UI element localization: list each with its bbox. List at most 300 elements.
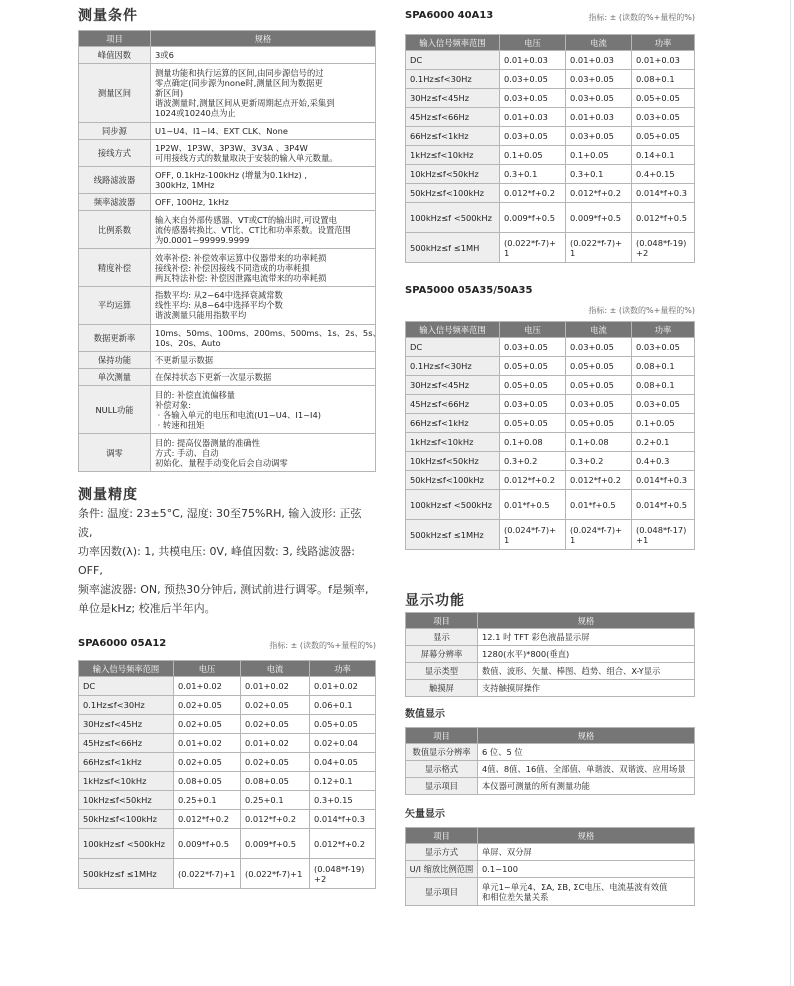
value-cell: 0.05+0.05 xyxy=(500,357,566,376)
table-header-row xyxy=(406,35,695,51)
spec-line: 和相位差矢量关系 xyxy=(482,891,549,902)
accuracy-conditions-text xyxy=(78,504,376,618)
spec-value xyxy=(151,249,376,287)
spec-key: 显示项目 xyxy=(406,778,478,795)
right-column xyxy=(405,10,695,906)
table-row xyxy=(79,249,376,287)
spec-line: 初始化、量程手动变化后会自动调零 xyxy=(155,457,288,468)
spec-line: 目的: 提高仪器测量的准确性 xyxy=(155,437,260,448)
freq-range-cell: 30Hz≤f<45Hz xyxy=(406,376,500,395)
table-row xyxy=(406,165,695,184)
value-cell: 0.4+0.15 xyxy=(632,165,695,184)
table-row xyxy=(79,123,376,140)
accuracy-title: 测量精度 xyxy=(78,487,138,504)
spec-key: 调零 xyxy=(79,434,151,472)
value-cell: 0.012*f+0.2 xyxy=(566,471,632,490)
numeric-title: 数值显示 xyxy=(405,709,445,720)
table-row xyxy=(79,324,376,351)
spec-line: 1P2W、1P3W、3P3W、3V3A 、3P4W xyxy=(155,143,308,154)
header-spec: 规格 xyxy=(151,31,376,47)
spec-line: 谐波测量时,测量区间从更新周期起点开始,采集到 xyxy=(155,98,335,108)
header-current: 电流 xyxy=(241,661,310,677)
accuracy-table-05a35 xyxy=(405,321,695,550)
value-cell: 0.05+0.05 xyxy=(310,715,376,734)
table-row xyxy=(79,47,376,64)
table-row xyxy=(406,146,695,165)
value-cell: 0.25+0.1 xyxy=(241,791,310,810)
value-cell: 0.01*f+0.5 xyxy=(566,490,632,520)
value-cell: 0.3+0.2 xyxy=(566,452,632,471)
table-row xyxy=(79,140,376,167)
accuracy-text-line: 频率滤波器: ON, 预热30分钟后, 测试前进行调零。f是频率, xyxy=(78,583,369,597)
table-row xyxy=(79,167,376,194)
freq-range-cell: 0.1Hz≤f<30Hz xyxy=(406,357,500,376)
freq-range-cell: 1kHz≤f<10kHz xyxy=(406,146,500,165)
table-row xyxy=(406,680,695,697)
value-cell: 0.06+0.1 xyxy=(310,696,376,715)
value-cell: 0.1+0.08 xyxy=(566,433,632,452)
spec-line: 单元1~单元4、ΣA, ΣB, ΣC电压、电流基波有效值 xyxy=(482,881,668,892)
value-cell: 0.014*f+0.3 xyxy=(632,471,695,490)
table-row xyxy=(406,471,695,490)
value-cell: 0.08+0.1 xyxy=(632,70,695,89)
spec-value xyxy=(151,324,381,351)
table-row xyxy=(406,357,695,376)
table-b-note: 指标: ± (读数的%+量程的%) xyxy=(588,13,695,22)
spec-line: 零点确定(同步源为none时,测量区间为数据更 xyxy=(155,78,323,88)
value-cell: 0.03+0.05 xyxy=(566,127,632,146)
freq-range-cell: 500kHz≤f ≤1MHz xyxy=(79,859,174,889)
freq-range-cell: 0.1Hz≤f<30Hz xyxy=(79,696,174,715)
spec-value xyxy=(478,680,695,697)
spec-key: 数值显示分辨率 xyxy=(406,744,478,761)
value-cell: 0.01+0.03 xyxy=(566,108,632,127)
value-cell: 0.03+0.05 xyxy=(566,89,632,108)
spec-value xyxy=(151,123,376,140)
value-cell: 0.014*f+0.5 xyxy=(632,490,695,520)
value-cell: (0.022*f-7)+1 xyxy=(241,859,310,889)
table-row xyxy=(406,646,695,663)
value-cell: 0.012*f+0.2 xyxy=(500,184,566,203)
freq-range-cell: 66Hz≤f<1kHz xyxy=(406,414,500,433)
spec-line: 两瓦特法补偿: 补偿因泄露电流带来的功率耗损 xyxy=(155,272,327,283)
value-cell: 0.03+0.05 xyxy=(500,127,566,146)
value-cell: 0.05+0.05 xyxy=(632,127,695,146)
header-spec: 规格 xyxy=(478,613,695,629)
freq-range-cell: 30Hz≤f<45Hz xyxy=(79,715,174,734)
spec-value xyxy=(478,761,695,778)
header-item: 项目 xyxy=(406,828,478,844)
spec-key: 单次测量 xyxy=(79,368,151,385)
value-cell: 0.01+0.03 xyxy=(500,108,566,127)
vector-table xyxy=(405,827,695,906)
table-header-row xyxy=(406,728,695,744)
spec-value xyxy=(478,878,695,906)
value-cell: (0.024*f-7)+1 xyxy=(566,520,632,550)
spec-line: 不更新显示数据 xyxy=(155,354,214,365)
table-header-row xyxy=(79,31,376,47)
table-row xyxy=(406,338,695,357)
freq-range-cell: DC xyxy=(79,677,174,696)
spec-key: 频率滤波器 xyxy=(79,194,151,211)
header-item: 项目 xyxy=(406,728,478,744)
spec-value xyxy=(151,211,376,249)
value-cell: 0.03+0.05 xyxy=(632,338,695,357)
value-cell: 0.3+0.15 xyxy=(310,791,376,810)
table-row xyxy=(79,753,376,772)
spec-line: · 转速和扭矩 xyxy=(155,419,205,430)
freq-range-cell: 50kHz≤f<100kHz xyxy=(406,184,500,203)
header-freq: 输入信号频率范围 xyxy=(79,661,174,677)
spec-value xyxy=(478,844,695,861)
table-row xyxy=(406,878,695,906)
table-header-row xyxy=(79,661,376,677)
table-header-row xyxy=(406,828,695,844)
accuracy-table-40a13 xyxy=(405,34,695,263)
table-row xyxy=(406,861,695,878)
freq-range-cell: 45Hz≤f<66Hz xyxy=(79,734,174,753)
value-cell: 0.014*f+0.3 xyxy=(632,184,695,203)
table-row xyxy=(79,791,376,810)
table-row xyxy=(406,108,695,127)
header-spec: 规格 xyxy=(478,828,695,844)
value-cell: 0.01+0.02 xyxy=(241,677,310,696)
table-row xyxy=(79,286,376,324)
value-cell: 0.009*f+0.5 xyxy=(500,203,566,233)
spec-value xyxy=(478,629,695,646)
spec-key: 精度补偿 xyxy=(79,249,151,287)
spec-key: 显示 xyxy=(406,629,478,646)
spec-key: 测量区间 xyxy=(79,64,151,123)
conditions-title: 测量条件 xyxy=(78,8,138,24)
table-b-header xyxy=(405,10,695,24)
table-row xyxy=(406,203,695,233)
value-cell: 0.05+0.05 xyxy=(566,376,632,395)
table-row xyxy=(79,368,376,385)
value-cell: 0.01+0.02 xyxy=(310,677,376,696)
spec-value xyxy=(478,646,695,663)
spec-line: 测量功能和执行运算的区间,由同步源信号的过 xyxy=(155,68,324,78)
table-c-note-row xyxy=(405,303,695,315)
accuracy-table-05a12 xyxy=(78,660,376,889)
spec-line: 12.1 吋 TFT 彩色液晶显示屏 xyxy=(482,632,590,642)
spec-key: 显示格式 xyxy=(406,761,478,778)
value-cell: 0.05+0.05 xyxy=(566,357,632,376)
left-column xyxy=(78,8,381,889)
value-cell: 0.009*f+0.5 xyxy=(174,829,241,859)
value-cell: 0.012*f+0.2 xyxy=(500,471,566,490)
freq-range-cell: 30Hz≤f<45Hz xyxy=(406,89,500,108)
value-cell: 0.012*f+0.5 xyxy=(632,203,695,233)
table-row xyxy=(406,184,695,203)
spec-line: 6 位、5 位 xyxy=(482,747,523,757)
conditions-body xyxy=(79,47,381,472)
table-row xyxy=(406,778,695,795)
value-cell: (0.048*f-19)+2 xyxy=(632,233,695,263)
table-row xyxy=(79,677,376,696)
spec-line: 线性平均: 从8~64中选择平均个数 xyxy=(155,300,283,311)
spec-line: 输入来自外部传感器、VT或CT的输出时,可设置电 xyxy=(155,214,337,225)
accuracy-text-line: 条件: 温度: 23±5°C, 湿度: 30至75%RH, 输入波形: 正弦波, xyxy=(78,507,362,540)
spec-line: 4值、8值、16值、全部值、单谐波、双谐波、应用场景 xyxy=(482,764,686,774)
table-c-title: SPA5000 05A35/50A35 xyxy=(405,285,533,296)
value-cell: 0.2+0.1 xyxy=(632,433,695,452)
table-header-row xyxy=(406,613,695,629)
value-cell: 0.02+0.05 xyxy=(241,696,310,715)
value-cell: 0.05+0.05 xyxy=(632,89,695,108)
table-row xyxy=(79,351,376,368)
spec-value xyxy=(151,434,376,472)
spec-key: 平均运算 xyxy=(79,286,151,324)
spec-line: 本仪器可测量的所有测量功能 xyxy=(482,781,590,791)
value-cell: 0.1+0.08 xyxy=(500,433,566,452)
table-row xyxy=(406,761,695,778)
spec-line: 3或6 xyxy=(155,50,174,60)
table-row xyxy=(79,734,376,753)
spec-value xyxy=(151,64,376,123)
spec-key: NULL功能 xyxy=(79,385,151,433)
value-cell: 0.14+0.1 xyxy=(632,146,695,165)
value-cell: 0.009*f+0.5 xyxy=(566,203,632,233)
header-power: 功率 xyxy=(310,661,376,677)
freq-range-cell: 500kHz≤f ≤1MH xyxy=(406,233,500,263)
table-row xyxy=(79,194,376,211)
spec-line: 为0.0001~99999.9999 xyxy=(155,234,250,245)
value-cell: 0.02+0.05 xyxy=(174,715,241,734)
spec-line: U1~U4、I1~I4、EXT CLK、None xyxy=(155,126,288,136)
table-row xyxy=(406,629,695,646)
header-power: 功率 xyxy=(632,322,695,338)
value-cell: (0.022*f-7)+1 xyxy=(566,233,632,263)
value-cell: 0.03+0.05 xyxy=(500,89,566,108)
table-row xyxy=(406,452,695,471)
display-table xyxy=(405,612,695,697)
value-cell: 0.05+0.05 xyxy=(500,376,566,395)
spec-line: 单屏、双分屏 xyxy=(482,847,532,857)
value-cell: 0.08+0.05 xyxy=(241,772,310,791)
value-cell: 0.3+0.1 xyxy=(500,165,566,184)
table-row xyxy=(79,715,376,734)
spec-key: 显示类型 xyxy=(406,663,478,680)
numeric-table xyxy=(405,727,695,795)
value-cell: (0.048*f-17)+1 xyxy=(632,520,695,550)
table-row xyxy=(79,859,376,889)
value-cell: 0.01+0.02 xyxy=(174,677,241,696)
freq-range-cell: 66Hz≤f<1kHz xyxy=(406,127,500,146)
value-cell: 0.01+0.02 xyxy=(174,734,241,753)
spec-line: 支持触摸屏操作 xyxy=(482,683,541,693)
table-row xyxy=(406,663,695,680)
spec-key: U/I 缩放比例范围 xyxy=(406,861,478,878)
freq-range-cell: 500kHz≤f ≤1MHz xyxy=(406,520,500,550)
freq-range-cell: 50kHz≤f<100kHz xyxy=(406,471,500,490)
value-cell: 0.03+0.05 xyxy=(500,70,566,89)
value-cell: (0.048*f-19)+2 xyxy=(310,859,376,889)
value-cell: 0.3+0.2 xyxy=(500,452,566,471)
header-freq: 输入信号频率范围 xyxy=(406,322,500,338)
spec-key: 峰值因数 xyxy=(79,47,151,64)
table-row xyxy=(79,64,376,123)
freq-range-cell: 50kHz≤f<100kHz xyxy=(79,810,174,829)
freq-range-cell: 100kHz≤f <500kHz xyxy=(406,490,500,520)
value-cell: 0.08+0.05 xyxy=(174,772,241,791)
header-power: 功率 xyxy=(632,35,695,51)
spec-line: 1280(水平)*800(垂直) xyxy=(482,649,570,659)
freq-range-cell: 10kHz≤f<50kHz xyxy=(79,791,174,810)
accuracy-text-line: 单位是kHz; 校准后半年内。 xyxy=(78,602,216,616)
spec-line: · 各输入单元的电压和电流(U1~U4、I1~I4) xyxy=(155,409,322,420)
value-cell: (0.022*f-7)+1 xyxy=(500,233,566,263)
spec-line: 流传感器转换比、VT比、CT比和功率系数。设置范围 xyxy=(155,224,351,235)
value-cell: 0.05+0.05 xyxy=(500,414,566,433)
freq-range-cell: 45Hz≤f<66Hz xyxy=(406,108,500,127)
spec-line: 效率补偿: 补偿效率运算中仪器带来的功率耗损 xyxy=(155,252,327,263)
header-voltage: 电压 xyxy=(174,661,241,677)
value-cell: 0.02+0.05 xyxy=(174,753,241,772)
value-cell: 0.12+0.1 xyxy=(310,772,376,791)
table-row xyxy=(79,385,376,433)
freq-range-cell: 100kHz≤f <500kHz xyxy=(79,829,174,859)
spec-line: 数值、波形、矢量、棒图、趋势、组合、X-Y显示 xyxy=(482,666,661,676)
spec-value xyxy=(478,663,695,680)
freq-range-cell: 1kHz≤f<10kHz xyxy=(406,433,500,452)
value-cell: 0.009*f+0.5 xyxy=(241,829,310,859)
header-spec: 规格 xyxy=(478,728,695,744)
table-row xyxy=(406,89,695,108)
spec-key: 显示项目 xyxy=(406,878,478,906)
freq-range-cell: DC xyxy=(406,338,500,357)
value-cell: 0.01+0.03 xyxy=(632,51,695,70)
conditions-table xyxy=(78,30,381,472)
header-current: 电流 xyxy=(566,35,632,51)
spec-line: 0.1~100 xyxy=(482,864,518,874)
spec-value xyxy=(151,47,376,64)
spec-value xyxy=(151,167,376,194)
spec-line: 谐波测量只能用指数平均 xyxy=(155,310,247,321)
spec-key: 接线方式 xyxy=(79,140,151,167)
value-cell: 0.4+0.3 xyxy=(632,452,695,471)
spec-line: OFF, 0.1kHz-100kHz (增量为0.1kHz) , xyxy=(155,170,308,181)
spec-value xyxy=(151,140,376,167)
table-row xyxy=(406,233,695,263)
table-c-header xyxy=(405,285,695,299)
value-cell: 0.012*f+0.2 xyxy=(174,810,241,829)
spec-value xyxy=(478,778,695,795)
table-header-row xyxy=(406,322,695,338)
table-row xyxy=(406,844,695,861)
spec-key: 同步源 xyxy=(79,123,151,140)
freq-range-cell: 66Hz≤f<1kHz xyxy=(79,753,174,772)
value-cell: 0.03+0.05 xyxy=(632,395,695,414)
value-cell: 0.1+0.05 xyxy=(500,146,566,165)
table-row xyxy=(79,696,376,715)
table-row xyxy=(406,376,695,395)
spec-key: 保持功能 xyxy=(79,351,151,368)
value-cell: 0.3+0.1 xyxy=(566,165,632,184)
spec-line: 1024或10240点为止 xyxy=(155,108,236,118)
value-cell: 0.014*f+0.3 xyxy=(310,810,376,829)
freq-range-cell: 0.1Hz≤f<30Hz xyxy=(406,70,500,89)
table-row xyxy=(406,744,695,761)
header-item: 项目 xyxy=(79,31,151,47)
spec-line: OFF, 100Hz, 1kHz xyxy=(155,197,229,208)
table-row xyxy=(406,70,695,89)
spec-value xyxy=(151,286,376,324)
value-cell: 0.01*f+0.5 xyxy=(500,490,566,520)
spec-key: 数据更新率 xyxy=(79,324,151,351)
spec-value xyxy=(151,385,376,433)
table-row xyxy=(79,434,376,472)
value-cell: 0.03+0.05 xyxy=(500,338,566,357)
value-cell: 0.02+0.05 xyxy=(241,753,310,772)
spec-line: 可用接线方式的数量取决于安装的输入单元数量。 xyxy=(155,153,338,164)
spec-line: 在保持状态下更新一次显示数据 xyxy=(155,371,272,382)
value-cell: 0.03+0.05 xyxy=(566,70,632,89)
accuracy-text-line: 功率因数(λ): 1, 共模电压: 0V, 峰值因数: 3, 线路滤波器: OFF, xyxy=(78,545,355,578)
value-cell: 0.02+0.05 xyxy=(241,715,310,734)
table-c-note: 指标: ± (读数的%+量程的%) xyxy=(588,306,695,315)
header-voltage: 电压 xyxy=(500,35,566,51)
value-cell: 0.02+0.05 xyxy=(174,696,241,715)
value-cell: 0.03+0.05 xyxy=(566,395,632,414)
table-row xyxy=(79,211,376,249)
spec-line: 10ms、50ms、100ms、200ms、500ms、1s、2s、5s、 xyxy=(155,327,381,338)
spec-line: 指数平均: 从2~64中选择衰减常数 xyxy=(155,290,283,301)
value-cell: 0.08+0.1 xyxy=(632,357,695,376)
value-cell: 0.08+0.1 xyxy=(632,376,695,395)
spec-value xyxy=(478,861,695,878)
table-a-note: 指标: ± (读数的%+量程的%) xyxy=(269,641,376,651)
value-cell: 0.03+0.05 xyxy=(566,338,632,357)
table-row xyxy=(406,490,695,520)
freq-range-cell: 45Hz≤f<66Hz xyxy=(406,395,500,414)
freq-range-cell: 10kHz≤f<50kHz xyxy=(406,165,500,184)
table-b-title: SPA6000 40A13 xyxy=(405,10,494,21)
value-cell: 0.01+0.03 xyxy=(566,51,632,70)
vector-title: 矢量显示 xyxy=(405,809,445,820)
display-title: 显示功能 xyxy=(405,593,465,609)
spec-line: 300kHz, 1MHz xyxy=(155,180,215,191)
value-cell: 0.01+0.02 xyxy=(241,734,310,753)
value-cell: 0.1+0.05 xyxy=(566,146,632,165)
table-row xyxy=(79,810,376,829)
value-cell: 0.25+0.1 xyxy=(174,791,241,810)
page-edge-line xyxy=(790,0,791,986)
table-row xyxy=(79,772,376,791)
spec-value xyxy=(151,368,376,385)
value-cell: 0.02+0.04 xyxy=(310,734,376,753)
table-row xyxy=(406,433,695,452)
header-voltage: 电压 xyxy=(500,322,566,338)
freq-range-cell: 10kHz≤f<50kHz xyxy=(406,452,500,471)
value-cell: 0.03+0.05 xyxy=(500,395,566,414)
table-a-header xyxy=(78,638,376,652)
value-cell: 0.012*f+0.2 xyxy=(310,829,376,859)
table-row xyxy=(406,127,695,146)
value-cell: 0.1+0.05 xyxy=(632,414,695,433)
value-cell: (0.024*f-7)+1 xyxy=(500,520,566,550)
spec-key: 显示方式 xyxy=(406,844,478,861)
spec-key: 比例系数 xyxy=(79,211,151,249)
value-cell: (0.022*f-7)+1 xyxy=(174,859,241,889)
header-item: 项目 xyxy=(406,613,478,629)
spec-value xyxy=(151,351,376,368)
value-cell: 0.05+0.05 xyxy=(566,414,632,433)
spec-key: 触摸屏 xyxy=(406,680,478,697)
value-cell: 0.012*f+0.2 xyxy=(241,810,310,829)
spec-value xyxy=(478,744,695,761)
value-cell: 0.04+0.05 xyxy=(310,753,376,772)
